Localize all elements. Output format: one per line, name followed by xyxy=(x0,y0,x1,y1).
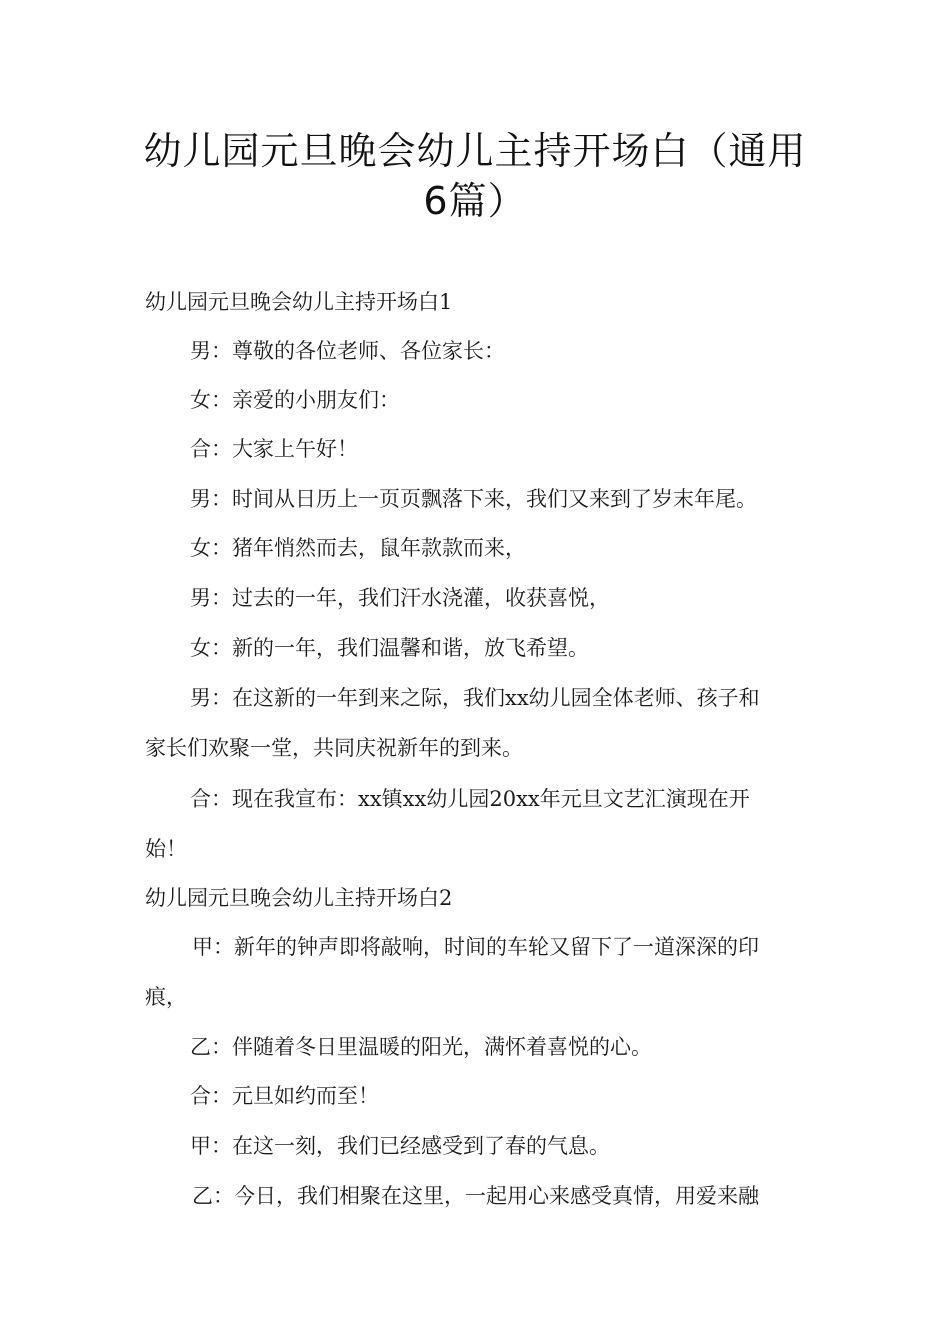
paragraph: 女：亲爱的小朋友们： xyxy=(190,388,400,412)
document-title xyxy=(120,126,830,226)
title-line-2: 6篇） xyxy=(423,179,527,223)
paragraph: 合：元旦如约而至！ xyxy=(190,1084,379,1108)
paragraph: 乙：伴随着冬日里温暖的阳光，满怀着喜悦的心。 xyxy=(190,1035,652,1059)
paragraph: 女：猪年悄然而去，鼠年款款而来， xyxy=(190,536,526,560)
paragraph: 男：尊敬的各位老师、各位家长： xyxy=(190,339,505,363)
paragraph: 合：现在我宣布：xx镇xx幼儿园20xx年元旦文艺汇演现在开 xyxy=(190,787,750,811)
paragraph: 女：新的一年，我们温馨和谐，放飞希望。 xyxy=(190,636,589,660)
paragraph: 乙：今日，我们相聚在这里，一起用心来感受真情，用爱来融 xyxy=(192,1184,759,1208)
paragraph-continuation: 家长们欢聚一堂，共同庆祝新年的到来。 xyxy=(145,736,523,760)
paragraph: 男：在这新的一年到来之际，我们xx幼儿园全体老师、孩子和 xyxy=(190,686,760,710)
paragraph: 甲：在这一刻，我们已经感受到了春的气息。 xyxy=(190,1134,610,1158)
paragraph-continuation: 始！ xyxy=(145,837,187,861)
section-1-heading: 幼儿园元旦晚会幼儿主持开场白1 xyxy=(145,290,453,314)
paragraph: 合：大家上午好！ xyxy=(190,437,358,461)
paragraph: 男：时间从日历上一页页飘落下来，我们又来到了岁末年尾。 xyxy=(190,487,757,511)
paragraph-continuation: 痕， xyxy=(145,985,187,1009)
section-2-heading: 幼儿园元旦晚会幼儿主持开场白2 xyxy=(145,886,453,910)
paragraph: 甲：新年的钟声即将敲响，时间的车轮又留下了一道深深的印 xyxy=(192,935,759,959)
title-line-1: 幼儿园元旦晚会幼儿主持开场白（通用 xyxy=(143,129,807,173)
paragraph: 男：过去的一年，我们汗水浇灌，收获喜悦， xyxy=(190,586,610,610)
